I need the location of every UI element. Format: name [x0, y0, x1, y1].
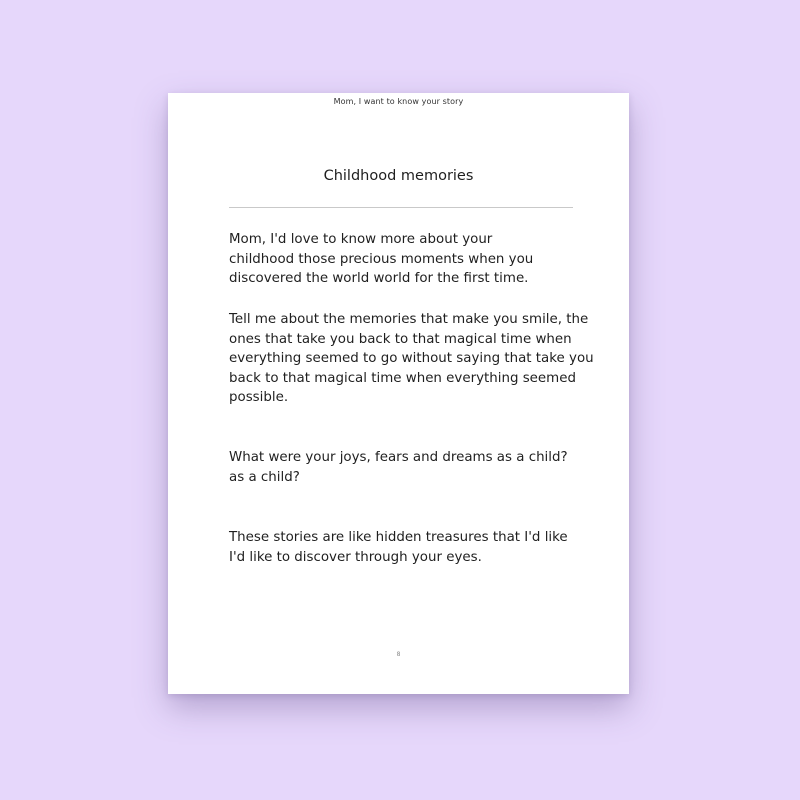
- paragraph-memories: [229, 310, 599, 408]
- text-line: Tell me about the memories that make you smile, the: [229, 312, 589, 327]
- text-line: discovered the world world for the first time.: [229, 271, 529, 286]
- paragraph-question: [229, 448, 599, 487]
- chapter-title: Childhood memories: [323, 168, 474, 184]
- text-line: everything seemed to go without saying that take you: [229, 351, 594, 366]
- text-line: These stories are like hidden treasures that I'd like: [229, 530, 568, 545]
- title-divider: [229, 207, 573, 208]
- text-line: childhood those precious moments when you: [229, 251, 534, 267]
- running-head: Mom, I want to know your story: [333, 97, 464, 106]
- text-line: back to that magical time when everything seemed: [229, 370, 576, 386]
- text-line: Mom, I'd love to know more about your: [229, 232, 493, 247]
- paragraph-closing: [229, 528, 599, 567]
- text-line: as a child?: [229, 469, 300, 485]
- text-line: ones that take you back to that magical time when: [229, 331, 572, 347]
- text-line: possible.: [229, 390, 289, 405]
- page-number: 8: [396, 651, 401, 658]
- text-line: What were your joys, fears and dreams as a child?: [229, 450, 568, 465]
- paragraph-intro: [229, 230, 599, 289]
- book-page: [168, 93, 629, 694]
- text-line: I'd like to discover through your eyes.: [229, 549, 482, 565]
